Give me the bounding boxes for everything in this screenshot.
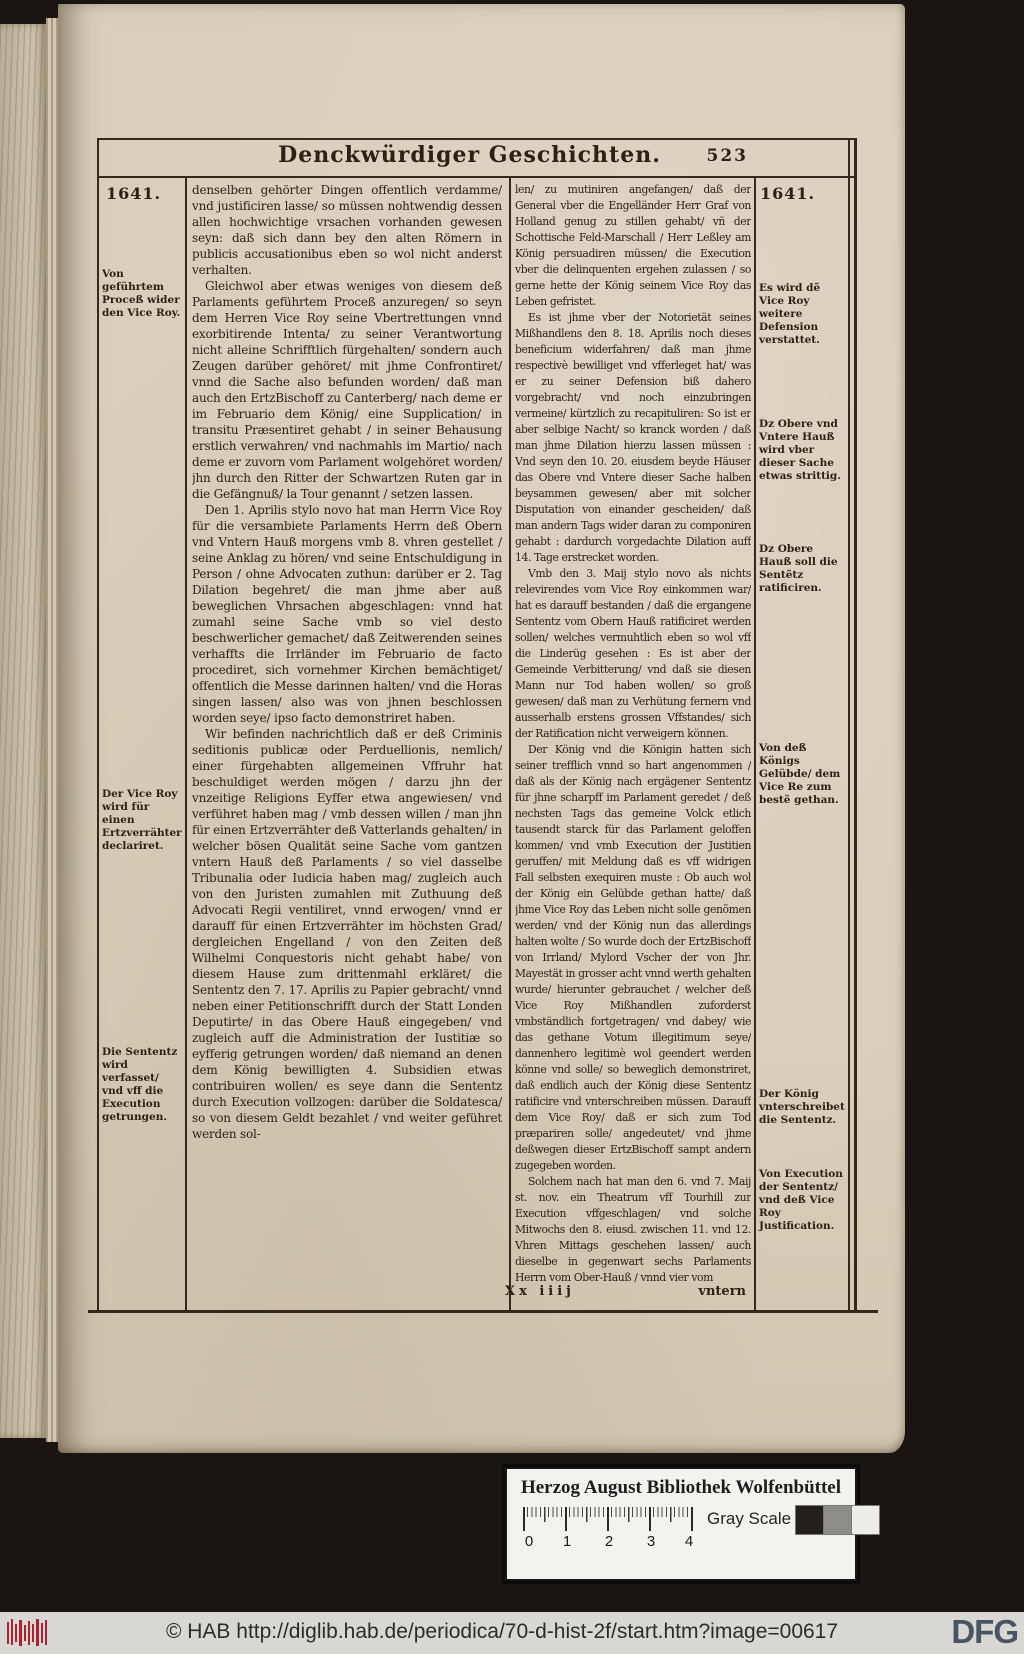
- frame-rule-center: [509, 176, 511, 1312]
- running-head-title: Denckwürdiger Geschichten.: [278, 142, 661, 168]
- paragraph: denselben gehörter Dingen offentlich verdamme/ vnd justificiren lasse/ so müssen nohtwendig dessen allen hochwichtige vrsachen vorhanden gewesen seyn: daß sich dann bey den alten Römern in publicis accusationibus eben so wol nicht anderst verhalten.: [192, 183, 502, 277]
- margin-note: Die Sententz wird verfasset/ vnd vff die Execution getrungen.: [102, 1046, 178, 1123]
- copyright-url-text: © HAB http://diglib.hab.de/periodica/70-d-hist-2f/start.htm?image=00617: [165, 1620, 839, 1643]
- frame-rule-bottom: [88, 1310, 878, 1313]
- paragraph: Gleichwol aber etwas weniges von diesem deß Parlaments geführtem Proceß anzuregen/ so seyn dem Herren Vice Roy seine Vbertrettungen vnnd exorbitirende Intenta/ zu seiner Verantwortung nicht alleine Schrifftlich fürgehalten/ sondern auch Zeugen darüber gehöret/ mit jhme Confrontiret/ vnnd die Sache also befunden worden/ daß man auch den ErtzBischoff zu Canterberg/ nach deme er im Februario dem König/ eine Supplication/ in transitu Præsentiret gehabt / in seiner Behausung erstlich verwahren/ vnd nachmahls im Martio/ nach deme er zuvorn vom Parlament wolgehöret worden/ jhn durch den Ritter der Schwartzen Ruten gar in die Gefängnuß/ la Tour genannt / setzen lassen.: [192, 279, 502, 501]
- ruler-number: 3: [646, 1533, 656, 1550]
- year-marker-right: 1641.: [760, 184, 816, 203]
- paragraph: Vmb den 3. Maij stylo novo als nichts relevirendes vom Vice Roy einkommen war/ hat es darauff bestanden / daß die ergangene Sententz vom Obern Hauß ratificiret werden sollen/ welches vermuhtlich eben so wol vff die Linderüg gesehen : Es ist aber der Gemeinde Verbitterung/ vnd daß sie diesen Mann nur Tod haben wollen/ so groß gewesen/ daß man zu Verhütung fernern vnd ausserhalb erstens grossen Vffstandes/ sich der Ratification nicht verweigern können.: [515, 567, 751, 740]
- frame-rule-right-inner: [848, 138, 850, 1312]
- text-column-1: [192, 182, 502, 1286]
- margin-note: Dz Obere Hauß soll die Sentẽtz ratificiren.: [759, 543, 838, 594]
- frame-rule-under-header: [97, 176, 856, 178]
- frame-rule-left: [97, 138, 99, 1312]
- ruler-number: 2: [604, 1533, 614, 1550]
- margin-note: Der König vnterschreibet die Sententz.: [759, 1088, 845, 1126]
- ruler-number: 0: [524, 1533, 534, 1550]
- paragraph: len/ zu mutiniren angefangen/ daß der General vber die Engelländer Herr Graf von Holland genug zu stillen gehabt/ vñ der Schottische Feld-Marschall / Herr Leßley am König persuadiren müssen/ die Execution vber die delinquenten ergehen zulassen / so gerne hette der König seinem Vice Roy das Leben gefristet.: [515, 183, 751, 308]
- ruler-number: 4: [684, 1533, 694, 1550]
- frame-rule-margin-left: [185, 176, 187, 1312]
- gray-scale-patch-white: [852, 1505, 880, 1535]
- paragraph: Solchem nach hat man den 6. vnd 7. Maij st. nov. ein Theatrum vff Tourhill zur Execution vffgeschlagen/ vnd solche Mitwochs den 8. eiusd. zwischen 11. vnd 12. Vhren Mittags geschehen lassen/ auch dieselbe in gegenwart sechs Parlaments Herrn vom Ober-Hauß / vnnd vier vom: [515, 1175, 751, 1284]
- margin-note: Es wird dẽ Vice Roy weitere Defension verstattet.: [759, 282, 821, 346]
- calibration-card-title: Herzog August Bibliothek Wolfenbüttel: [520, 1477, 842, 1498]
- ruler-numbers: [523, 1533, 695, 1553]
- page-number: 523: [706, 146, 748, 166]
- paragraph: Den 1. Aprilis stylo novo hat man Herrn Vice Roy für die versambiete Parlaments Herrn deß Obern vnd Vntern Hauß morgens vmb 8. vhren gestellet / seine Anklag zu hören/ vnd seine Entschuldigung in Person / ohne Advocaten zuthun: darüber er 2. Tag Dilation begehret/ die man jhme aber auß beweglichen Vhrsachen abgeschlagen: vnnd hat zumahl seine Sache vmb so viel desto beschwerlicher gemachet/ daß Zeitwerenden seines verhaffts die Irrländer im Februario de facto procediret, sich vornehmer Kirchen bemächtiget/ offentlich die Messe darinnen halten/ vnd die Horas singen lassen/ also was von jhnen beschlossen worden seye/ ipso facto demonstriret haben.: [192, 503, 502, 725]
- paragraph: Der König vnd die Königin hatten sich seiner trefflich vnnd so hart angenommen / daß als der König nach ergägener Sententz für jhne scharpff im Parlament geredet / deß nechsten Tags das gemeine Volck etlich tausendt starck für das Parlament geloffen kommen/ vnd vmb Execution der Justitien geruffen/ mit Meldung daß es vff widrigen Fall selbsten exequiren muste : Ob auch wol der König ein Gelübde gethan hatte/ daß jhme Vice Roy das Leben nicht solle genõmen werden/ vnd der König nun das allerdings halten wolte / So wurde doch der ErtzBischoff von Irrland/ Mylord Vscher der von Jhr. Mayestät in grosser acht vnnd werth gehalten wurde/ hierunter gebrauchet / welcher deß Vice Roy Mißhandlen zuforderst vmbständlich fortgetragen/ vnd dabey/ wie das gethane Votum illegitimum seye/ dannenhero legitimè wol geendert werden könne vnd solle/ so beweglich demonstriret, daß endlich auch der König diese Sententz ratificire vnd vnterschreiben müssen. Darauff dem Vice Roy/ daß er sich zum Tod præpariren solle/ angedeutet/ vnd jhme deßwegen dieser ErtzBischoff sampt andern zugegeben worden.: [515, 743, 751, 1172]
- signature-mark: Xx iiij: [505, 1284, 575, 1299]
- paragraph: Wir befinden nachrichtlich daß er deß Criminis seditionis publicæ oder Perduellionis, nemlich/ einer fürgehabten allgemeinen Vffruhr hat beschuldiget werden mögen / darzu jhn der vnzeitige Religions Eyffer etwa angewiesen/ vnd verführet haben mag / vmb dessen willen / man jhn für einen Ertzverrähter deß Vatterlands gehalten/ in welcher bösen Qualität seine Sache vom gantzen vntern Hauß deß Parlaments / so viel dasselbe Tribunalia oder Iudicia haben mag/ zugleich auch von den Juristen zumahlen mit Zuthuung deß Advocati Regii ventiliret, vnnd erwogen/ vnnd er darauff für einen Ertzverrähter im höchsten Grad/ dergleichen Engelland / von den Zeiten deß Wilhelmi Conquestoris nicht gehabt habe/ von diesem Hause zum drittenmahl erkläret/ die Sententz den 7. 17. Aprilis zu Papier gebracht/ vnnd neben einer Petitionschrifft durch der Statt Londen Deputirte/ in das Obere Hauß eingegeben/ vnd zugleich auff die Administration der Iustitiæ so eyfferig getrungen worden/ daß niemand an denen dem König bewilligten 4. Subsidien etwas contribuiren wollen/ es seye dann die Sententz durch Execution vollzogen: darüber die Soldatesca/ so von diesem Geldt bezahlet / vnd weiter geführet werden sol-: [192, 727, 502, 1141]
- gray-scale-patches: [795, 1505, 880, 1533]
- dfg-logo: DFG: [951, 1613, 1018, 1650]
- paragraph: Es ist jhme vber der Notorietät seines Mißhandlens den 8. 18. Aprilis noch dieses beneficium widerfahren/ daß man jhme respectivè bewilliget vnd vfferleget hat/ was er zu seiner Defension biß dahero vorgebracht/ vnd noch einzubringen vermeine/ kürtzlich zu recapituliren: So ist er aber selbige Nacht/ so kranck worden / daß man jhme Dilation hierzu lassen müssen : Vnd seyn den 10. 20. eiusdem beyde Häuser das Obere vnd Vntere dieser Sache halben beysammen gewesen/ aber mit solcher Disputation von einander gescheiden/ daß man andern Tags wider daran zu componiren gehabt : dardurch vorgedachte Dilation auff 14. Tage erstrecket worden.: [515, 311, 751, 564]
- margin-note: Von Execution der Sententz/ vnd deß Vice Roy Justification.: [759, 1168, 843, 1232]
- margin-note: Von geführtem Proceß wider den Vice Roy.: [102, 268, 181, 319]
- ruler-number: 1: [562, 1533, 572, 1550]
- barcode-mark: [6, 1618, 48, 1648]
- calibration-card: [505, 1467, 857, 1581]
- gray-scale-label: Gray Scale: [707, 1509, 792, 1528]
- margin-note: Von deß Königs Gelübde/ dem Vice Re zum bestẽ gethan.: [759, 742, 841, 806]
- margin-note: Dz Obere vnd Vntere Hauß wird vber dieser Sache etwas strittig.: [759, 418, 841, 482]
- gray-scale-patch-black: [795, 1505, 824, 1535]
- ruler-ticks: [523, 1507, 693, 1531]
- calibration-card-row: [507, 1501, 855, 1561]
- scanned-page: [58, 4, 905, 1453]
- frame-rule-right-outer: [854, 138, 857, 1312]
- gray-scale-patch-gray: [824, 1505, 852, 1535]
- margin-note: Der Vice Roy wird für einen Ertzverrähter declariret.: [102, 788, 182, 852]
- year-marker-left: 1641.: [106, 184, 162, 203]
- frame-rule-top: [97, 138, 856, 140]
- footer-bar: [0, 1612, 1024, 1654]
- catchword: vntern: [698, 1284, 746, 1299]
- frame-rule-margin-right: [754, 176, 756, 1312]
- facing-page-edge: [0, 24, 48, 1438]
- text-column-2: [515, 182, 751, 1286]
